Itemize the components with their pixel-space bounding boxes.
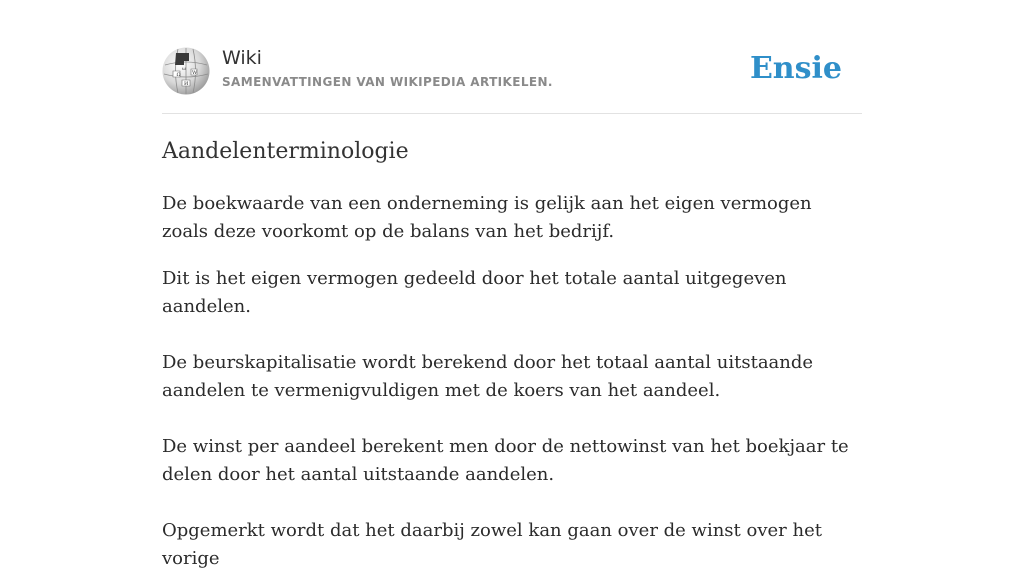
- svg-text:И: И: [184, 81, 189, 87]
- svg-text:Ω: Ω: [176, 72, 181, 78]
- paragraph-5: Opgemerkt wordt dat het daarbij zowel kan gaan over de winst over het vorige: [162, 520, 822, 569]
- wikipedia-globe-icon[interactable]: [162, 47, 210, 95]
- paragraph-2: Dit is het eigen vermogen gedeeld door het totale aantal uitgegeven aandelen.: [162, 268, 787, 317]
- article-page: [162, 0, 862, 569]
- site-tagline: SAMENVATTINGEN VAN WIKIPEDIA ARTIKELEN.: [222, 75, 553, 89]
- article-body: [162, 190, 862, 573]
- brand-logo-text[interactable]: Ensie: [749, 51, 842, 86]
- article-title: Aandelenterminologie: [162, 139, 409, 164]
- paragraph-1: De boekwaarde van een onderneming is gelijk aan het eigen vermogen zoals deze voorkomt op de balans van het bedrijf.: [162, 193, 812, 242]
- site-header: [162, 46, 862, 98]
- site-name[interactable]: Wiki: [222, 47, 262, 69]
- header-divider: [162, 113, 862, 114]
- paragraph-4: De winst per aandeel berekent men door de nettowinst van het boekjaar te delen door het aantal uitstaande aandelen.: [162, 436, 849, 485]
- paragraph-3: De beurskapitalisatie wordt berekend door het totaal aantal uitstaande aandelen te vermenigvuldigen met de koers van het aandeel.: [162, 352, 814, 401]
- svg-text:ω: ω: [182, 66, 187, 72]
- svg-text:W: W: [192, 70, 198, 76]
